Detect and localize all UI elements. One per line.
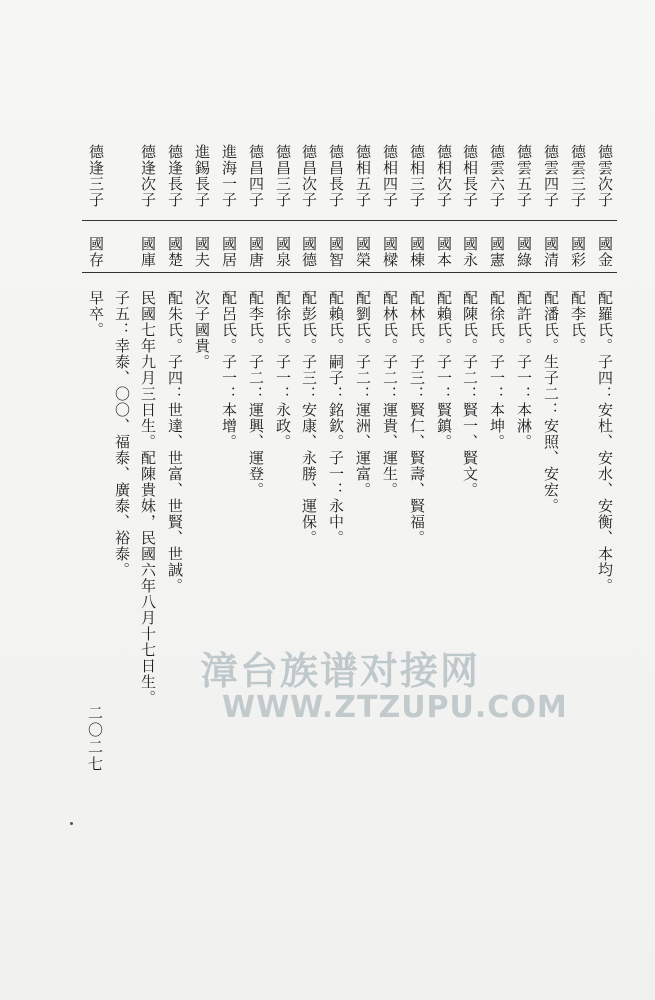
person-name: 國彩: [569, 236, 587, 268]
generation-label: 進海一子: [220, 144, 238, 208]
person-name: 國楚: [166, 236, 184, 268]
person-description: 子五：幸泰、〇〇、福泰、廣泰、裕泰。: [113, 290, 131, 578]
generation-label: 德相五子: [354, 144, 372, 208]
person-name: 國棟: [408, 236, 426, 268]
generation-label: 德昌長子: [327, 144, 345, 208]
generation-label: 德昌四子: [247, 144, 265, 208]
person-description: 配陳氏。子二：賢一、賢文。: [461, 290, 479, 498]
generation-label: 德相長子: [461, 144, 479, 208]
upper-rule: [82, 220, 617, 221]
person-name: 國存: [87, 236, 105, 268]
person-name: 國金: [596, 236, 614, 268]
generation-label: 德相次子: [435, 144, 453, 208]
person-name: 國夫: [193, 236, 211, 268]
person-name: 國永: [461, 236, 479, 268]
generation-label: 德昌三子: [274, 144, 292, 208]
page-number: 二〇二七: [86, 705, 104, 773]
person-description: 配林氏。子二：運貴、運生。: [381, 290, 399, 498]
person-description: 配賴氏。嗣子：銘欽。子一：永中。: [327, 290, 345, 546]
person-description: 配潘氏。生子二：安照、安宏。: [542, 290, 560, 514]
generation-label: 德逢次子: [139, 144, 157, 208]
generation-label: 德昌次子: [300, 144, 318, 208]
person-description: 配徐氏。子一：本坤。: [488, 290, 506, 450]
person-description: 配李氏。: [569, 290, 587, 354]
watermark-chinese: 漳台族谱对接网: [200, 649, 481, 693]
person-description: 次子國貴。: [193, 290, 211, 370]
person-name: 國泉: [274, 236, 292, 268]
generation-label: 德雲五子: [515, 144, 533, 208]
person-name: 國德: [300, 236, 318, 268]
person-description: 配朱氏。子四：世達、世富、世賢、世誠。: [166, 290, 184, 594]
person-name: 國本: [435, 236, 453, 268]
person-description: 配許氏。子一：本淋。: [515, 290, 533, 450]
watermark-url: WWW.ZTZUPU.COM: [222, 690, 568, 725]
person-description: 配林氏。子三：賢仁、賢壽、賢福。: [408, 290, 426, 546]
person-description: 配賴氏。子一：賢鎮。: [435, 290, 453, 450]
person-name: 國智: [327, 236, 345, 268]
person-description: 配李氏。子二：運興、運登。: [247, 290, 265, 498]
generation-label: 德逢三子: [87, 144, 105, 208]
person-description: 配徐氏。子一：永政。: [274, 290, 292, 450]
scan-speck: [70, 822, 73, 825]
person-name: 國榮: [354, 236, 372, 268]
generation-label: 德雲次子: [596, 144, 614, 208]
person-description: 民國七年九月三日生。配陳貴妹，民國六年八月十七日生。: [139, 290, 157, 706]
person-description: 早卒。: [87, 290, 105, 338]
lower-rule: [82, 272, 617, 273]
person-name: 國綠: [515, 236, 533, 268]
person-name: 國唐: [247, 236, 265, 268]
person-description: 配羅氏。子四：安杜、安水、安衡、本均。: [596, 290, 614, 594]
generation-label: 德雲四子: [542, 144, 560, 208]
generation-label: 德雲六子: [488, 144, 506, 208]
person-name: 國居: [220, 236, 238, 268]
person-name: 國清: [542, 236, 560, 268]
person-name: 國憲: [488, 236, 506, 268]
generation-label: 德相三子: [408, 144, 426, 208]
person-name: 國庫: [139, 236, 157, 268]
person-description: 配呂氏。子一：本增。: [220, 290, 238, 450]
generation-label: 進錫長子: [193, 144, 211, 208]
generation-label: 德相四子: [381, 144, 399, 208]
generation-label: 德雲三子: [569, 144, 587, 208]
person-description: 配劉氏。子二：運洲、運富。: [354, 290, 372, 498]
generation-label: 德逢長子: [166, 144, 184, 208]
person-description: 配彭氏。子三：安康、永勝、運保。: [300, 290, 318, 546]
person-name: 國樑: [381, 236, 399, 268]
